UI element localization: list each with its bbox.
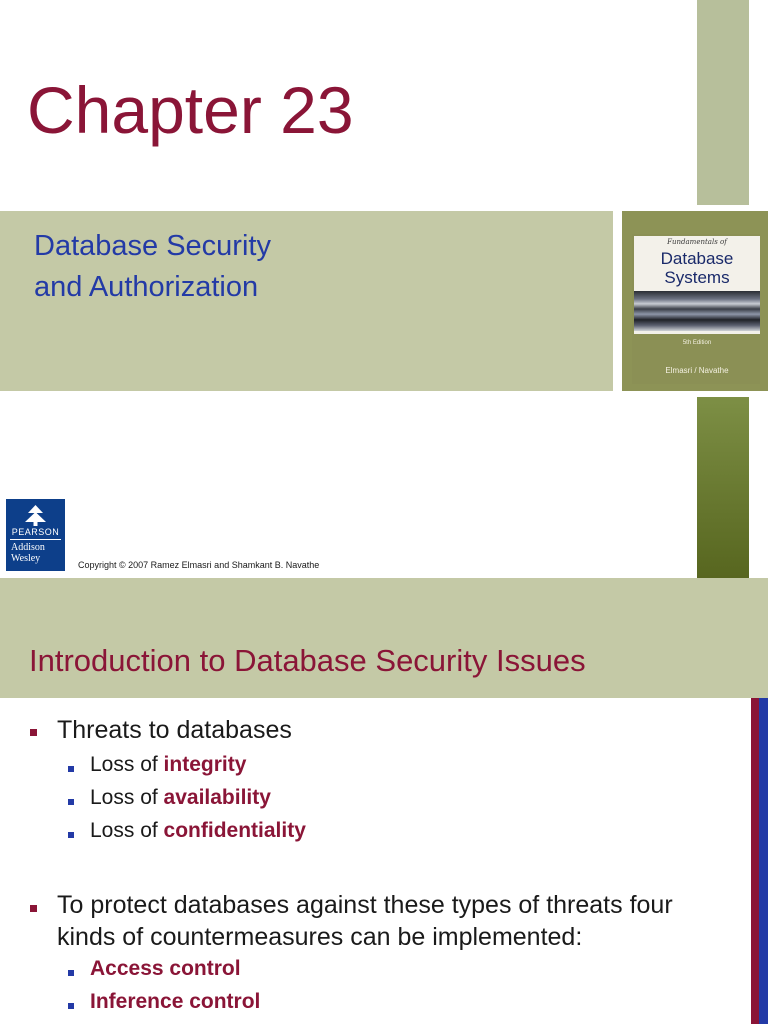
book-authors: Elmasri / Navathe (665, 366, 729, 375)
sub-bullet-square-icon (68, 832, 74, 838)
copyright-notice: Copyright © 2007 Ramez Elmasri and Shamkant B. Navathe (78, 560, 320, 570)
bullet-protect-line-2: kinds of countermeasures can be implemented: (57, 923, 583, 951)
bullet-square-icon (30, 729, 37, 736)
side-accent-blue (759, 698, 768, 1024)
threat-term: availability (163, 786, 271, 809)
sub-bullet-square-icon (68, 970, 74, 976)
loss-of-label: Loss of (90, 753, 164, 776)
threat-term: integrity (163, 753, 247, 776)
loss-of-label: Loss of (90, 786, 164, 809)
subtitle-line-1: Database Security (34, 230, 271, 262)
logo-line-2: Wesley (11, 553, 41, 564)
book-edition: 5th Edition (682, 340, 712, 346)
decorative-bar-top (697, 0, 749, 205)
logo-divider (10, 539, 61, 540)
bullet-square-icon (30, 905, 37, 912)
chapter-title: Chapter 23 (27, 73, 354, 147)
book-small-title: Fundamentals of (667, 238, 727, 246)
bullet-threat-integrity (90, 753, 246, 777)
content-slide-header (0, 578, 768, 698)
book-title (634, 249, 760, 287)
book-title-line-2: Systems (664, 268, 730, 287)
bullet-access-control: Access control (90, 957, 241, 980)
logo-brand-text: PEARSON (11, 527, 60, 537)
bullet-threat-availability (90, 786, 271, 810)
bullet-threats-heading: Threats to databases (57, 716, 292, 744)
bullet-protect-line-1: To protect databases against these types of threats four (57, 891, 673, 919)
book-cover-artwork (634, 291, 760, 331)
logo-publisher-text (11, 542, 45, 564)
threat-term: confidentiality (163, 819, 306, 842)
sub-bullet-square-icon (68, 1003, 74, 1009)
side-accent-red (751, 698, 759, 1024)
subtitle-line-2: and Authorization (34, 271, 259, 303)
decorative-bar-bottom (697, 397, 749, 578)
sub-bullet-square-icon (68, 766, 74, 772)
chapter-subtitle (34, 226, 271, 308)
bullet-inference-control: Inference control (90, 990, 261, 1013)
bullet-threat-confidentiality (90, 819, 306, 843)
sub-bullet-square-icon (68, 799, 74, 805)
loss-of-label: Loss of (90, 819, 164, 842)
logo-line-1: Addison (11, 542, 45, 553)
content-slide-title: Introduction to Database Security Issues (29, 643, 586, 678)
pearson-tree-icon (6, 503, 65, 527)
book-title-line-1: Database (660, 249, 734, 268)
